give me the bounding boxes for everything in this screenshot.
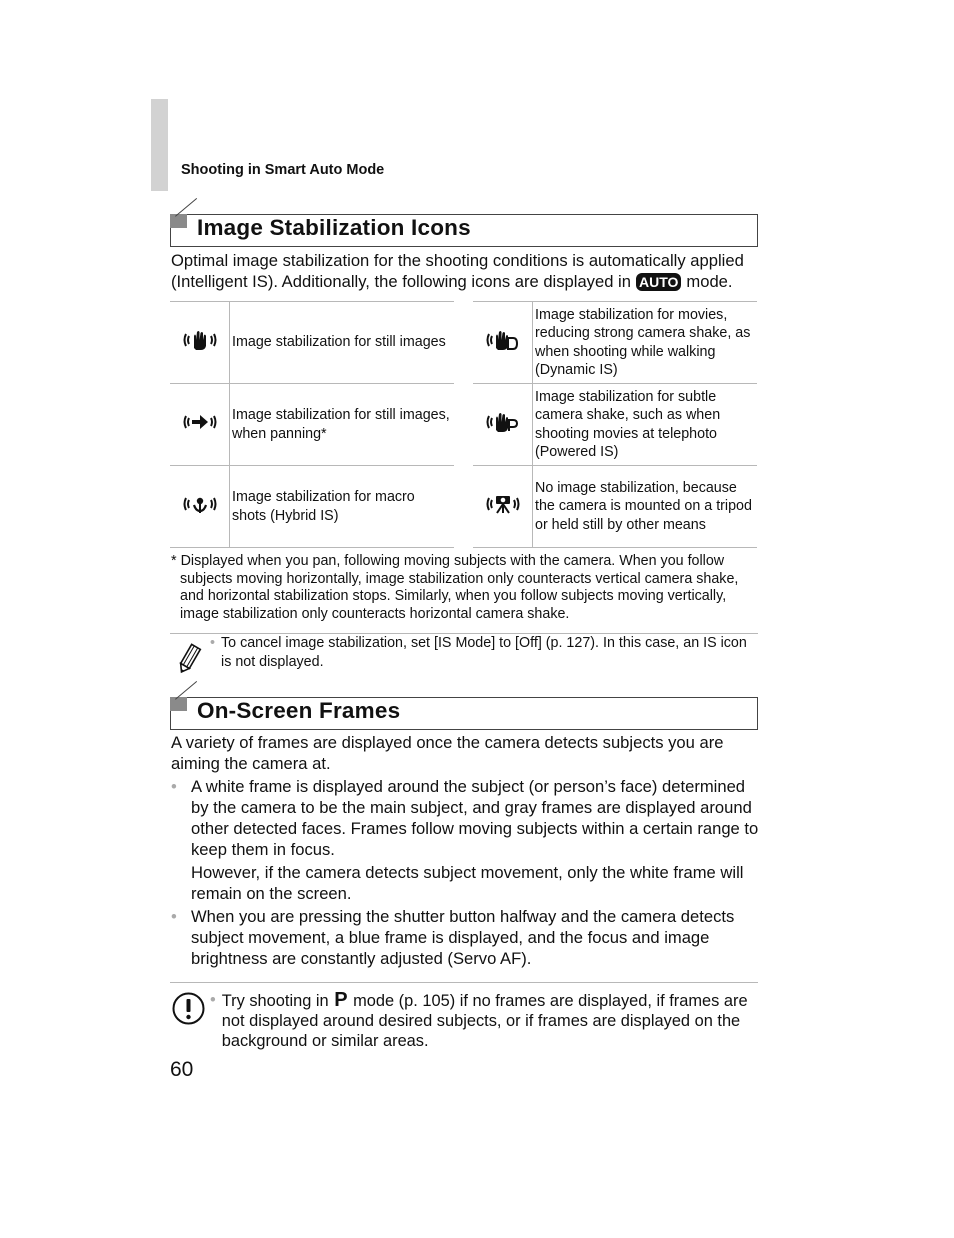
table-row (170, 466, 454, 548)
description-cell: No image stabilization, because the camera is mounted on a tripod or held still by other means (533, 466, 758, 548)
caution-text-start: Try shooting in (221, 992, 329, 1010)
running-head: Shooting in Smart Auto Mode (181, 162, 385, 178)
description-cell: Image stabilization for still images, when panning* (230, 384, 455, 466)
section-title: Image Stabilization Icons (197, 215, 471, 240)
description-cell: Image stabilization for movies, reducing strong camera shake, as when shooting while walking (Dynamic IS) (533, 302, 758, 384)
caution-divider (170, 982, 758, 983)
caution-text (222, 990, 760, 1051)
note-item (210, 634, 760, 671)
bullet-dot: • (171, 777, 177, 796)
footnote-star: * (171, 553, 177, 569)
section2-body (171, 732, 761, 969)
list-item (171, 776, 761, 904)
bullet-text: A white frame is displayed around the subject (or person’s face) determined by the camera to be the main subject, and gray frames are displayed around other detected faces. Frames follow moving subjects within a certain range to keep them in focus. (191, 777, 759, 859)
bullet-text: When you are pressing the shutter button halfway and the camera detects subject movement, a blue frame is displayed, and the focus and image brightness are constantly adjusted (Servo AF). (191, 907, 735, 968)
intro-line-2 (171, 271, 771, 292)
bullet-dot: • (171, 907, 177, 926)
bullet-dot: • (210, 991, 216, 1009)
description-cell: Image stabilization for macro shots (Hybrid IS) (230, 466, 455, 548)
macro-flower-icon (183, 492, 217, 516)
icon-cell (473, 302, 533, 384)
intro-line-1: Optimal image stabilization for the shooting conditions is automatically applied (171, 251, 744, 270)
icon-cell (170, 302, 230, 384)
table-row (473, 466, 757, 548)
footnote-first-line (171, 553, 761, 571)
description-cell: Image stabilization for subtle camera shake, such as when shooting movies at telephoto (Powered IS) (533, 384, 758, 466)
hand-shake-icon (183, 328, 217, 352)
table-row (170, 302, 454, 384)
description-cell: Image stabilization for still images (230, 302, 455, 384)
caution-text-end: mode (p. 105) if no frames are displayed, if frames are not displayed around desired subjects, or if frames are displayed on the background or similar areas. (221, 992, 748, 1050)
section-marker-icon (170, 697, 187, 711)
section2-intro: A variety of frames are displayed once the camera detects subjects you are aiming the camera at. (171, 733, 724, 773)
icon-cell (170, 466, 230, 548)
intro-text: (Intelligent IS). Additionally, the following icons are displayed in (171, 272, 631, 291)
panning-arrow-icon (183, 410, 217, 434)
page-tab-strip (151, 99, 168, 191)
is-icon-table-left (170, 301, 454, 548)
intro-text-end: mode. (686, 272, 733, 291)
note-text: To cancel image stabilization, set [IS Mode] to [Off] (p. 127). In this case, an IS icon is not displayed. (221, 635, 747, 670)
tripod-icon (486, 492, 520, 516)
dynamic-is-icon (486, 328, 520, 352)
section-title: On-Screen Frames (197, 698, 401, 723)
footnote-text-first: Displayed when you pan, following moving subjects with the camera. When you follow (180, 553, 725, 569)
section-header-on-screen-frames (170, 697, 758, 731)
section-marker-icon (170, 214, 187, 228)
footnote-text-rest: subjects moving horizontally, image stabilization only counteracts vertical camera shake, and horizontal stabilization stops. Similarly, when you follow subjects moving vertically, image stabilization only counteracts horizontal camera shake. (180, 570, 739, 622)
icon-cell (170, 384, 230, 466)
program-mode-icon: P (334, 989, 348, 1011)
section1-intro (171, 250, 771, 292)
table-row (473, 384, 757, 466)
frames-bullet-list (171, 776, 761, 969)
table-row (473, 302, 757, 384)
footnote (171, 553, 761, 623)
is-icon-table-right (473, 301, 757, 548)
page-number: 60 (170, 1058, 194, 1081)
caution-item (210, 990, 760, 1051)
section-header-image-stabilization (170, 214, 758, 248)
auto-mode-icon: AUTO (636, 273, 681, 291)
table-row (170, 384, 454, 466)
bullet-dot: • (210, 635, 216, 651)
bullet-continuation: However, if the camera detects subject movement, only the white frame will remain on the screen. (191, 863, 744, 903)
powered-is-icon (486, 410, 520, 434)
caution-exclamation-icon (172, 992, 205, 1025)
pencil-note-icon (175, 643, 203, 676)
icon-cell (473, 466, 533, 548)
icon-cell (473, 384, 533, 466)
list-item (171, 906, 761, 969)
